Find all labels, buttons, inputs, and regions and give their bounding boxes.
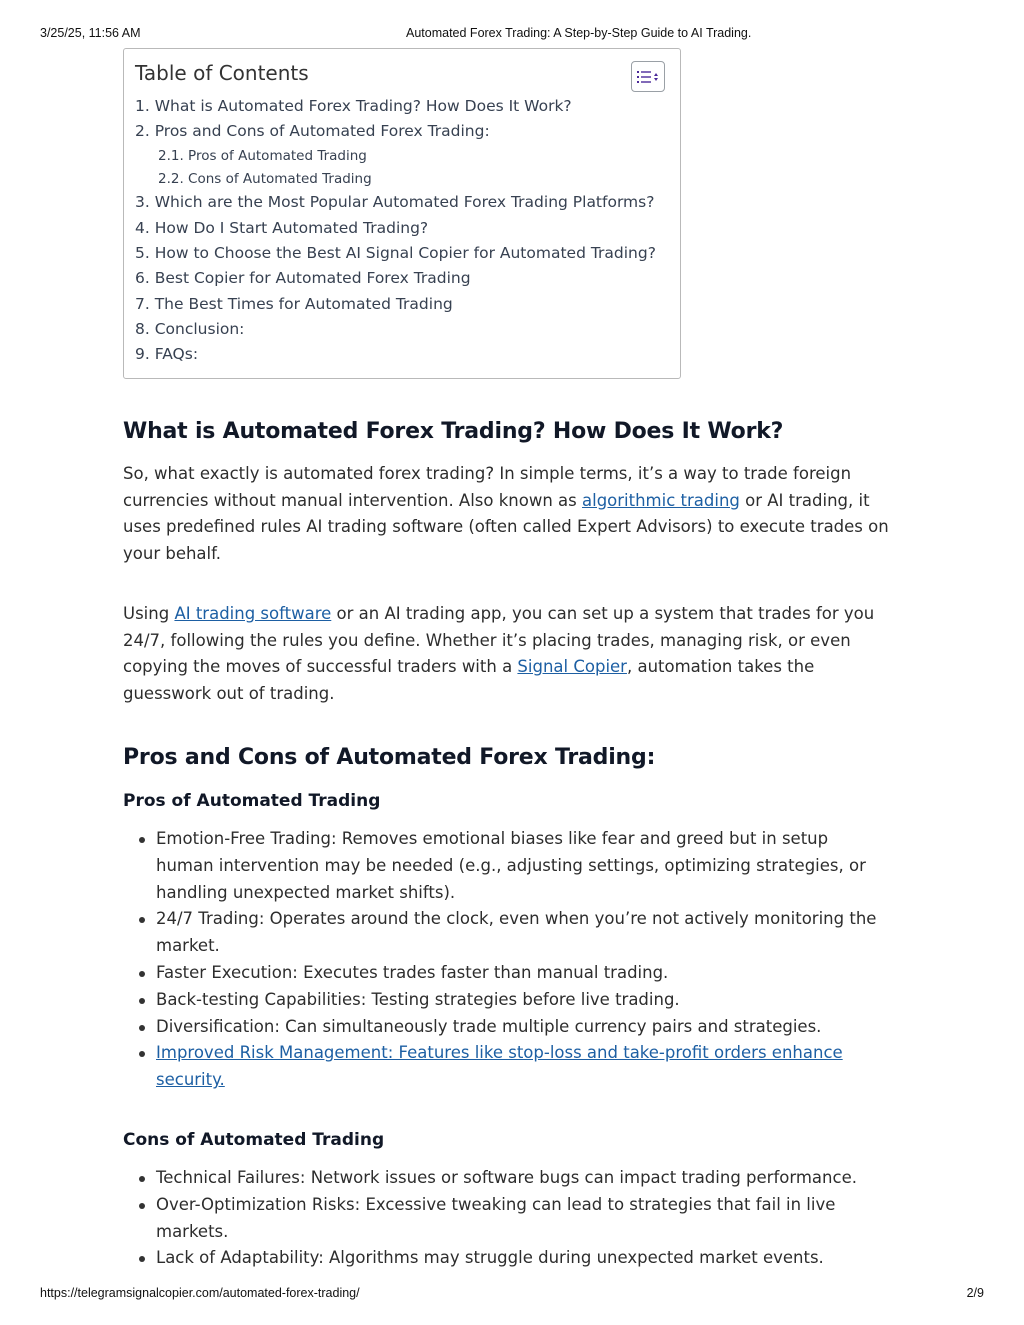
print-header xyxy=(0,26,1024,42)
toc-link-6[interactable]: 6. Best Copier for Automated Forex Trading xyxy=(135,269,471,287)
print-datetime: 3/25/25, 11:56 AM xyxy=(40,26,141,40)
algorithmic-trading-link[interactable]: algorithmic trading xyxy=(582,490,740,510)
list-item: Back-testing Capabilities: Testing strategies before live trading. xyxy=(123,987,883,1014)
paragraph-text: Using xyxy=(123,604,175,623)
signal-copier-link[interactable]: Signal Copier xyxy=(517,657,627,677)
list-item: 24/7 Trading: Operates around the clock, even when you’re not actively monitoring the market. xyxy=(123,906,883,960)
section-heading-what-is: What is Automated Forex Trading? How Does It Work? xyxy=(123,419,784,444)
ai-trading-software-link[interactable]: AI trading software xyxy=(174,604,332,623)
list-item: Diversification: Can simultaneously trade multiple currency pairs and strategies. xyxy=(123,1014,883,1041)
toc-link-3[interactable]: 3. Which are the Most Popular Automated Forex Trading Platforms? xyxy=(135,193,655,211)
table-of-contents xyxy=(123,48,681,379)
print-page-title: Automated Forex Trading: A Step-by-Step Guide to AI Trading. xyxy=(406,26,752,40)
subheading-cons: Cons of Automated Trading xyxy=(123,1130,385,1150)
paragraph-text: So, what exactly is automated forex trading? In simple terms, it’s a way to trade foreign currencies without manual intervention. Also known as xyxy=(123,464,852,510)
paragraph-text: , automation takes the guesswork out of trading. xyxy=(123,657,815,703)
list-toggle-icon xyxy=(637,70,659,84)
toc-link-7[interactable]: 7. The Best Times for Automated Trading xyxy=(135,295,453,313)
print-footer xyxy=(0,1286,1024,1302)
print-page-number: 2/9 xyxy=(966,1286,984,1300)
list-item: Technical Failures: Network issues or software bugs can impact trading performance. xyxy=(123,1165,883,1192)
paragraph-using xyxy=(123,601,898,707)
toc-link-5[interactable]: 5. How to Choose the Best AI Signal Copier for Automated Trading? xyxy=(135,244,656,262)
pros-list xyxy=(123,826,883,1094)
toc-link-2[interactable]: 2. Pros and Cons of Automated Forex Trading: xyxy=(135,122,490,140)
list-item: Lack of Adaptability: Algorithms may struggle during unexpected market events. xyxy=(123,1245,883,1272)
cons-list xyxy=(123,1165,883,1272)
paragraph-text: or an AI trading app, you can set up a system that trades for you 24/7, following the rules you define. Whether it’s placing trades, managing risk, or even copying the moves of successful traders with a xyxy=(123,604,875,677)
print-url: https://telegramsignalcopier.com/automated-forex-trading/ xyxy=(40,1286,360,1300)
risk-management-link[interactable]: Improved Risk Management: Features like stop-loss and take-profit orders enhance security. xyxy=(156,1043,843,1090)
paragraph-intro xyxy=(123,461,898,567)
list-item-link xyxy=(123,1040,883,1094)
toc-link-9[interactable]: 9. FAQs: xyxy=(135,345,199,363)
toc-toggle-button[interactable] xyxy=(631,61,665,92)
toc-link-2-2[interactable]: 2.2. Cons of Automated Trading xyxy=(158,171,372,187)
list-item: Faster Execution: Executes trades faster than manual trading. xyxy=(123,960,883,987)
paragraph-text: or AI trading, it uses predefined rules AI trading software (often called Expert Advisors) to execute trades on your behalf. xyxy=(123,490,889,563)
toc-link-1[interactable]: 1. What is Automated Forex Trading? How Does It Work? xyxy=(135,97,572,115)
subheading-pros: Pros of Automated Trading xyxy=(123,791,381,811)
toc-title: Table of Contents xyxy=(135,61,309,85)
section-heading-pros-cons: Pros and Cons of Automated Forex Trading: xyxy=(123,745,656,770)
toc-link-4[interactable]: 4. How Do I Start Automated Trading? xyxy=(135,219,429,237)
toc-link-2-1[interactable]: 2.1. Pros of Automated Trading xyxy=(158,148,367,164)
list-item: Over-Optimization Risks: Excessive tweaking can lead to strategies that fail in live markets. xyxy=(123,1192,883,1246)
toc-link-8[interactable]: 8. Conclusion: xyxy=(135,320,245,338)
list-item: Emotion-Free Trading: Removes emotional biases like fear and greed but in setup human intervention may be needed (e.g., adjusting settings, optimizing strategies, or handling unexpected market shifts). xyxy=(123,826,883,906)
